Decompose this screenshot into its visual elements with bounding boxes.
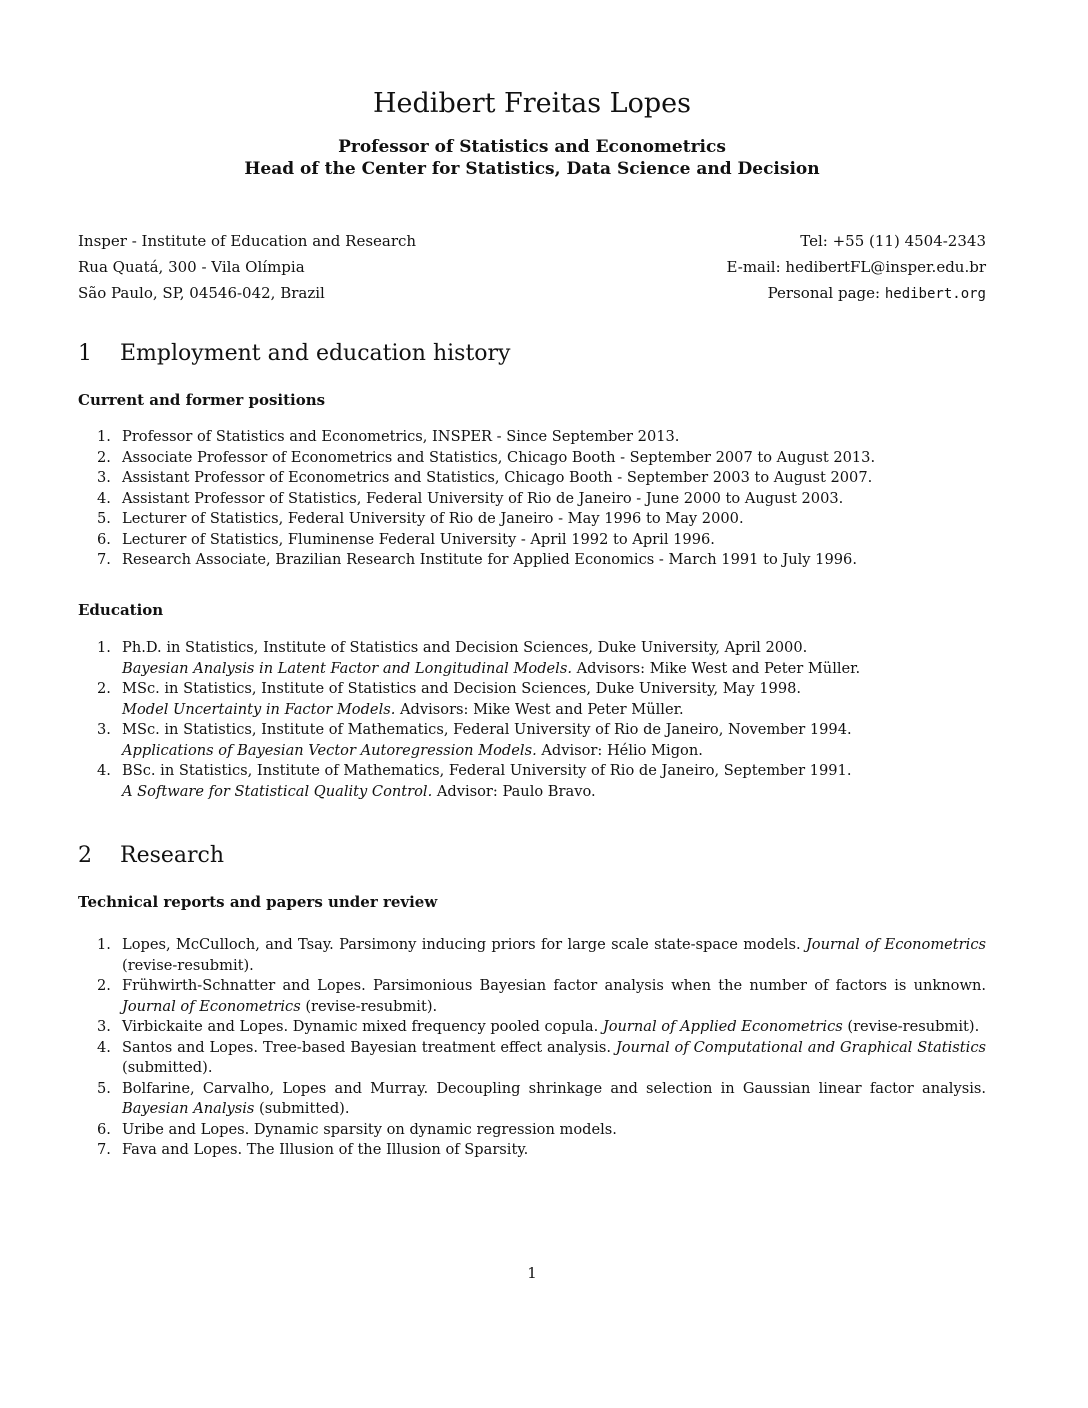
section-number: 1 bbox=[78, 341, 92, 366]
education-list bbox=[78, 638, 986, 802]
section-title-text: Employment and education history bbox=[120, 341, 511, 366]
thesis-title: A Software for Statistical Quality Control. bbox=[122, 782, 433, 800]
journal-name: Journal of Econometrics bbox=[805, 936, 986, 953]
list-item: 4. Santos and Lopes. Tree-based Bayesian treatment effect analysis. Journal of Computational and Graphical Statistics (submitted). bbox=[97, 1038, 986, 1076]
journal-name: Journal of Econometrics bbox=[122, 997, 301, 1015]
list-item: 6. Lecturer of Statistics, Fluminense Federal University - April 1992 to April 1996. bbox=[97, 530, 715, 548]
personal-page-label: Personal page: bbox=[767, 284, 885, 302]
section-title-text: Research bbox=[120, 843, 225, 868]
email[interactable]: E-mail: hedibertFL@insper.edu.br bbox=[726, 258, 986, 276]
list-item: 7. Fava and Lopes. The Illusion of the Illusion of Sparsity. bbox=[97, 1141, 529, 1158]
list-item: 3. MSc. in Statistics, Institute of Mathematics, Federal University of Rio de Janeiro, November 1994. Applications of Bayesian Vector Autoregression Models. Advisor: Hélio Migon. bbox=[97, 721, 852, 759]
section-title-employment bbox=[78, 340, 510, 368]
list-item: 5. Lecturer of Statistics, Federal University of Rio de Janeiro - May 1996 to May 2000. bbox=[97, 510, 744, 527]
subheading-education: Education bbox=[78, 601, 164, 619]
list-item: 4. BSc. in Statistics, Institute of Mathematics, Federal University of Rio de Janeiro, September 1991. A Software for Statistical Quality Control. Advisor: Paulo Bravo. bbox=[97, 762, 852, 800]
subtitle-title: Professor of Statistics and Econometrics bbox=[338, 137, 726, 157]
positions-list bbox=[78, 427, 986, 571]
contact-block bbox=[78, 228, 986, 306]
list-item: 1. Ph.D. in Statistics, Institute of Statistics and Decision Sciences, Duke University, April 2000. Bayesian Analysis in Latent Factor and Longitudinal Models. Advisors: Mike West and Peter Müller. bbox=[97, 639, 861, 677]
list-item: 2. Frühwirth-Schnatter and Lopes. Parsimonious Bayesian factor analysis when the number of factors is unknown. Journal of Econometrics (revise-resubmit). bbox=[97, 977, 986, 1015]
list-item: 3. Assistant Professor of Econometrics and Statistics, Chicago Booth - September 2003 to August 2007. bbox=[97, 469, 873, 486]
section-number: 2 bbox=[78, 843, 92, 868]
list-item: 1. Lopes, McCulloch, and Tsay. Parsimony inducing priors for large scale state-space models. Journal of Econometrics (revise-resubmit). bbox=[97, 936, 986, 974]
list-item: 3. Virbickaite and Lopes. Dynamic mixed frequency pooled copula. Journal of Applied Econometrics (revise-resubmit). bbox=[97, 1018, 980, 1035]
address-street: Rua Quatá, 300 - Vila Olímpia bbox=[78, 258, 305, 276]
list-item: 6. Uribe and Lopes. Dynamic sparsity on dynamic regression models. bbox=[97, 1120, 617, 1138]
thesis-title: Model Uncertainty in Factor Models. bbox=[122, 700, 396, 718]
list-item: 5. Bolfarine, Carvalho, Lopes and Murray. Decoupling shrinkage and selection in Gaussian linear factor analysis. Bayesian Analysis (submitted). bbox=[97, 1079, 986, 1117]
reports-list bbox=[78, 935, 986, 1161]
person-name: Hedibert Freitas Lopes bbox=[373, 88, 691, 119]
cv-page bbox=[78, 0, 986, 1408]
phone: Tel: +55 (11) 4504-2343 bbox=[800, 232, 986, 250]
journal-name: Journal of Applied Econometrics bbox=[602, 1018, 843, 1035]
subheading-reports: Technical reports and papers under review bbox=[78, 893, 438, 911]
list-item: 2. MSc. in Statistics, Institute of Statistics and Decision Sciences, Duke University, May 1998. Model Uncertainty in Factor Models. Advisors: Mike West and Peter Müller. bbox=[97, 680, 802, 718]
address-city: São Paulo, SP, 04546-042, Brazil bbox=[78, 284, 325, 302]
section-title-research bbox=[78, 842, 224, 870]
subtitle-position: Head of the Center for Statistics, Data Science and Decision bbox=[244, 159, 820, 179]
list-item: 4. Assistant Professor of Statistics, Federal University of Rio de Janeiro - June 2000 to August 2003. bbox=[97, 489, 844, 507]
personal-page bbox=[768, 280, 986, 306]
address-institution: Insper - Institute of Education and Research bbox=[78, 232, 417, 250]
list-item: 1. Professor of Statistics and Econometrics, INSPER - Since September 2013. bbox=[97, 428, 680, 445]
list-item: 7. Research Associate, Brazilian Research Institute for Applied Economics - March 1991 to July 1996. bbox=[97, 551, 857, 568]
journal-name: Bayesian Analysis bbox=[122, 1100, 255, 1117]
subheading-positions: Current and former positions bbox=[78, 391, 326, 409]
thesis-title: Bayesian Analysis in Latent Factor and Longitudinal Models. bbox=[122, 659, 572, 677]
page-number: 1 bbox=[527, 1264, 537, 1282]
journal-name: Journal of Computational and Graphical Statistics bbox=[615, 1038, 986, 1056]
header bbox=[78, 86, 986, 180]
list-item: 2. Associate Professor of Econometrics and Statistics, Chicago Booth - September 2007 to August 2013. bbox=[97, 448, 876, 466]
thesis-title: Applications of Bayesian Vector Autoregression Models. bbox=[122, 741, 537, 759]
personal-page-link[interactable]: hedibert.org bbox=[884, 286, 986, 302]
